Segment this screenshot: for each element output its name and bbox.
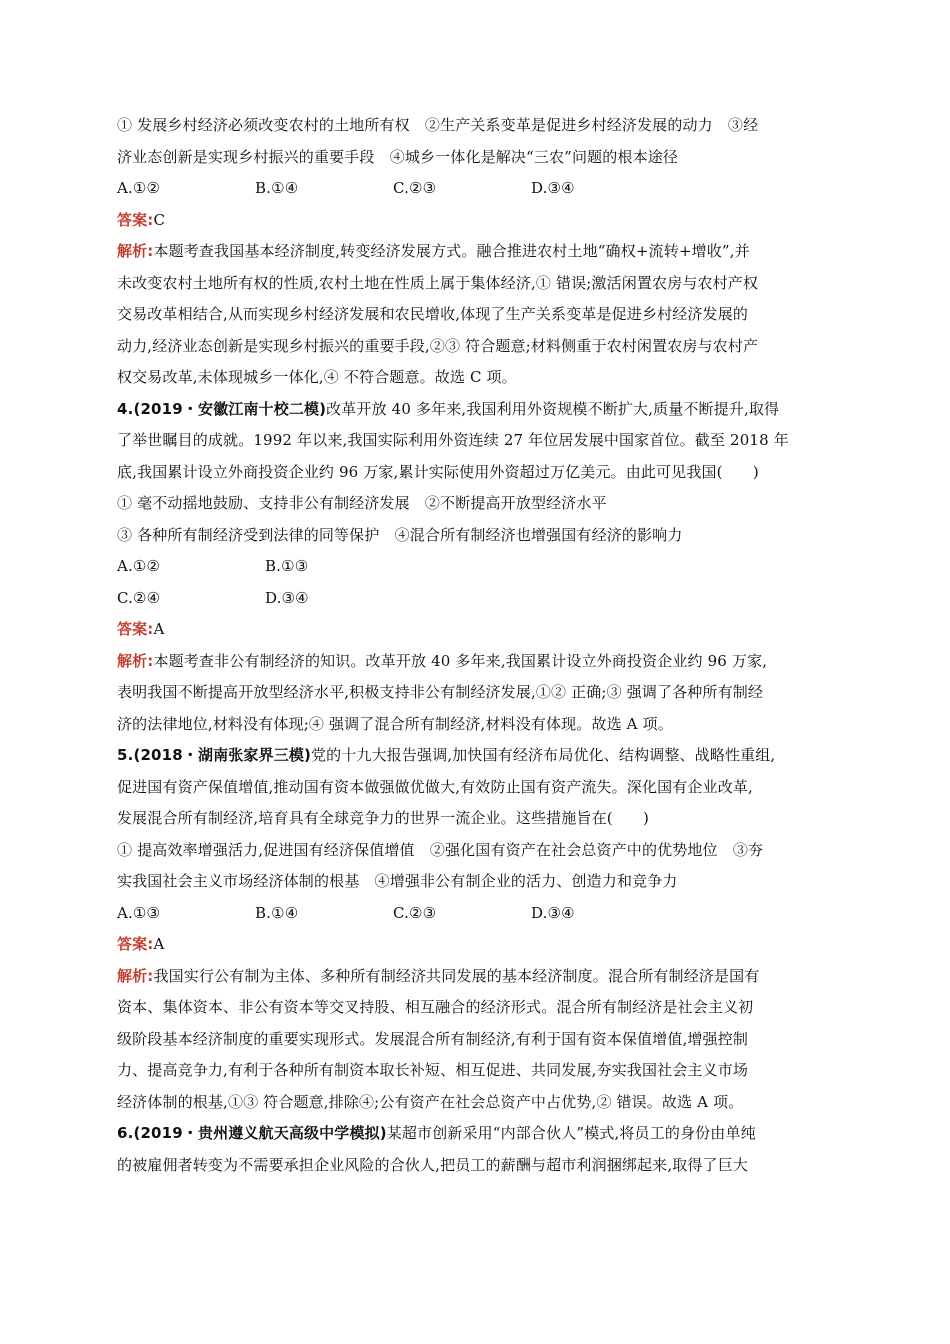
answer-line bbox=[117, 929, 833, 961]
option-b: B.①④ bbox=[255, 903, 299, 922]
analysis-label: 解析: bbox=[117, 242, 154, 260]
option-b: B.①③ bbox=[265, 557, 309, 575]
question-3 bbox=[117, 110, 833, 394]
document-page bbox=[117, 110, 833, 1181]
analysis-line: 交易改革相结合,从而实现乡村经济发展和农民增收,体现了生产关系变革是促进乡村经济发展的 bbox=[117, 305, 748, 323]
analysis-line: 力、提高竞争力,有利于各种所有制资本取长补短、相互促进、共同发展,夯实我国社会主义市场 bbox=[117, 1061, 748, 1079]
analysis-line: 济的法律地位,材料没有体现;④ 强调了混合所有制经济,材料没有体现。故选 A 项。 bbox=[117, 714, 673, 733]
analysis-line: 级阶段基本经济制度的重要实现形式。发展混合所有制经济,有利于国有资本保值增值,增强控制 bbox=[117, 1029, 748, 1048]
option-d: D.③④ bbox=[531, 179, 575, 197]
option-c: C.②③ bbox=[393, 179, 437, 197]
option-a: A.①③ bbox=[117, 903, 161, 922]
analysis-line: 解析:本题考查非公有制经济的知识。改革开放 40 多年来,我国累计设立外商投资企业约 96 万家, bbox=[117, 651, 768, 670]
analysis-line: 表明我国不断提高开放型经济水平,积极支持非公有制经济发展,①② 正确;③ 强调了各种所有制经 bbox=[117, 683, 764, 701]
option-a: A.①② bbox=[117, 179, 161, 197]
answer-line bbox=[117, 205, 833, 237]
statement-line: ① 毫不动摇地鼓励、支持非公有制经济发展 ②不断提高开放型经济水平 bbox=[117, 494, 607, 512]
analysis-line: 未改变农村土地所有权的性质,农村土地在性质上属于集体经济,① 错误;激活闲置农房与农村产权 bbox=[117, 273, 759, 292]
option-c: C.②③ bbox=[393, 903, 437, 922]
question-6 bbox=[117, 1118, 833, 1181]
analysis-line: 经济体制的根基,①③ 符合题意,排除④;公有资产在社会总资产中占优势,② 错误。故选 A 项。 bbox=[117, 1092, 744, 1111]
question-number: 6. bbox=[117, 1124, 134, 1142]
options-row bbox=[117, 898, 833, 930]
question-stem-line: 4.(2019・安徽江南十校二模)改革开放 40 多年来,我国利用外资规模不断扩大,质量不断提升,取得 bbox=[117, 399, 780, 418]
question-5 bbox=[117, 740, 833, 1118]
option-b: B.①④ bbox=[255, 179, 299, 197]
statement-line: ① 提高效率增强活力,促进国有经济保值增值 ②强化国有资产在社会总资产中的优势地位 ③夯 bbox=[117, 840, 764, 859]
statement-line: ③ 各种所有制经济受到法律的同等保护 ④混合所有制经济也增强国有经济的影响力 bbox=[117, 525, 683, 544]
analysis-line: 解析:我国实行公有制为主体、多种所有制经济共同发展的基本经济制度。混合所有制经济是国有 bbox=[117, 966, 760, 985]
question-stem-line: 底,我国累计设立外商投资企业约 96 万家,累计实际使用外资超过万亿美元。由此可见我国( ) bbox=[117, 462, 759, 481]
question-stem-line: 5.(2018・湖南张家界三模)党的十九大报告强调,加快国有经济布局优化、结构调整、战略性重组, bbox=[117, 746, 776, 764]
question-source: (2018・湖南张家界三模) bbox=[133, 746, 311, 764]
answer-label: 答案: bbox=[117, 620, 154, 638]
question-stem-line: 6.(2019・贵州遵义航天高级中学模拟)某超市创新采用“内部合伙人”模式,将员工的身份由单纯 bbox=[117, 1124, 756, 1142]
statement-line: 济业态创新是实现乡村振兴的重要手段 ④城乡一体化是解决“三农”问题的根本途径 bbox=[117, 147, 679, 166]
answer-value: C bbox=[153, 210, 166, 229]
answer-value: A bbox=[153, 935, 165, 953]
options-row bbox=[117, 173, 833, 205]
analysis-label: 解析: bbox=[117, 651, 154, 670]
question-source: (2019・贵州遵义航天高级中学模拟) bbox=[133, 1124, 387, 1142]
answer-value: A bbox=[153, 620, 165, 638]
option-c: C.②④ bbox=[117, 588, 161, 607]
analysis-line: 解析:本题考查我国基本经济制度,转变经济发展方式。融合推进农村土地“确权+流转+增收”,并 bbox=[117, 242, 750, 260]
question-stem-line: 了举世瞩目的成就。1992 年以来,我国实际利用外资连续 27 年位居发展中国家首位。截至 2018 年 bbox=[117, 431, 789, 449]
options-row bbox=[117, 583, 833, 615]
option-a: A.①② bbox=[117, 557, 161, 575]
question-number: 4. bbox=[117, 399, 134, 418]
option-d: D.③④ bbox=[531, 903, 575, 922]
answer-label: 答案: bbox=[117, 210, 154, 229]
answer-line bbox=[117, 614, 833, 646]
options-row bbox=[117, 551, 833, 583]
option-d: D.③④ bbox=[265, 588, 309, 607]
question-number: 5. bbox=[117, 746, 134, 764]
question-stem-line: 的被雇佣者转变为不需要承担企业风险的合伙人,把员工的薪酬与超市利润捆绑起来,取得了巨大 bbox=[117, 1155, 748, 1174]
question-stem-line: 促进国有资产保值增值,推动国有资本做强做优做大,有效防止国有资产流失。深化国有企业改革, bbox=[117, 777, 753, 796]
question-4 bbox=[117, 394, 833, 741]
statement-line: ① 发展乡村经济必须改变农村的土地所有权 ②生产关系变革是促进乡村经济发展的动力 ③经 bbox=[117, 116, 759, 134]
analysis-line: 动力,经济业态创新是实现乡村振兴的重要手段,②③ 符合题意;材料侧重于农村闲置农房与农村产 bbox=[117, 336, 759, 355]
statement-line: 实我国社会主义市场经济体制的根基 ④增强非公有制企业的活力、创造力和竞争力 bbox=[117, 872, 678, 890]
analysis-line: 资本、集体资本、非公有资本等交叉持股、相互融合的经济形式。混合所有制经济是社会主义初 bbox=[117, 998, 754, 1016]
question-source: (2019・安徽江南十校二模) bbox=[133, 399, 327, 418]
analysis-label: 解析: bbox=[117, 966, 154, 985]
question-stem-line: 发展混合所有制经济,培育具有全球竞争力的世界一流企业。这些措施旨在( ) bbox=[117, 809, 650, 827]
answer-label: 答案: bbox=[117, 935, 154, 953]
analysis-line: 权交易改革,未体现城乡一体化,④ 不符合题意。故选 C 项。 bbox=[117, 368, 517, 386]
